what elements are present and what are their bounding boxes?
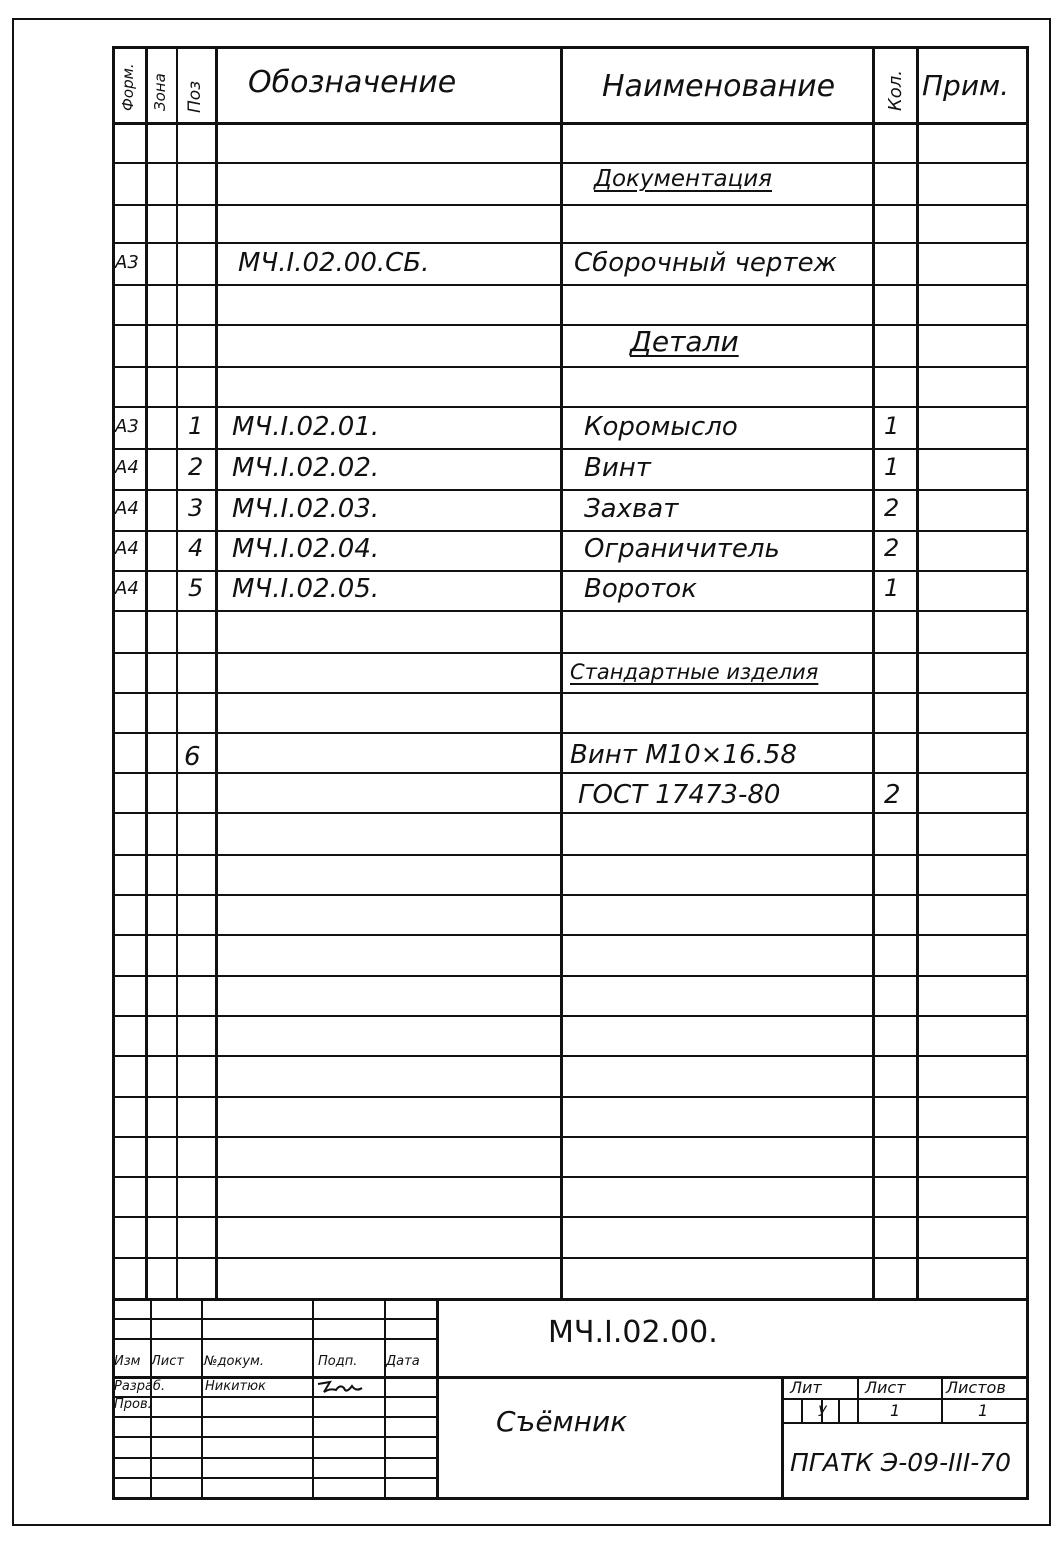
title-block-line [112, 1318, 436, 1320]
tb-sheet-value: 1 [890, 1401, 901, 1420]
column-line [916, 46, 919, 1298]
standard-name-1: Винт М10×16.58 [570, 740, 797, 770]
row-line [112, 1055, 1029, 1057]
part-qty: 1 [884, 412, 900, 440]
part-format: А4 [115, 538, 139, 559]
title-block-column [201, 1298, 203, 1500]
row-line [112, 772, 1029, 774]
tb-lit-label: Лит [790, 1378, 822, 1397]
part-designation: МЧ.I.02.02. [232, 453, 380, 483]
title-block-line [781, 1422, 1029, 1424]
part-name: Захват [584, 494, 679, 524]
title-block-top [112, 1298, 1029, 1301]
row-line [112, 448, 1029, 450]
tb-col-change: Изм [114, 1354, 141, 1369]
tb-col-date: Дата [386, 1354, 420, 1369]
row-line [112, 489, 1029, 491]
row-line [112, 162, 1029, 164]
title-block-column [384, 1298, 386, 1500]
title-product: Съёмник [496, 1405, 628, 1438]
part-pos: 4 [188, 534, 204, 562]
tb-sheets-label: Листов [946, 1378, 1006, 1397]
section-parts: Детали [630, 325, 739, 358]
title-block-line [112, 1477, 436, 1479]
part-format: А4 [115, 578, 139, 599]
title-block-column [838, 1398, 840, 1422]
title-block-line [112, 1396, 436, 1398]
header-qty: Кол. [885, 69, 906, 111]
column-line [145, 46, 148, 1298]
column-line [215, 46, 218, 1298]
row-line [112, 975, 1029, 977]
part-pos: 2 [188, 453, 204, 481]
title-block-column [801, 1398, 803, 1422]
part-designation: МЧ.I.02.04. [232, 534, 380, 564]
tb-col-docnum: №докум. [204, 1354, 264, 1369]
part-format: А4 [115, 457, 139, 478]
part-name: Коромысло [584, 412, 738, 442]
part-pos: 5 [188, 574, 204, 602]
row-line [112, 242, 1029, 244]
row-line [112, 1015, 1029, 1017]
row-line [112, 854, 1029, 856]
tb-developed-label: Разраб. [114, 1379, 166, 1394]
header-note: Прим. [922, 69, 1010, 102]
section-standard: Стандартные изделия [570, 660, 819, 684]
part-pos: 1 [188, 412, 204, 440]
title-block-column [781, 1376, 784, 1500]
row-line [112, 530, 1029, 532]
part-name: Винт [584, 453, 651, 483]
title-block-column [436, 1298, 439, 1500]
column-line [176, 46, 178, 1298]
row-line [112, 732, 1029, 734]
tb-lit-value: У [818, 1404, 827, 1420]
tb-sheet-label: Лист [865, 1378, 906, 1397]
part-format: А3 [115, 416, 139, 437]
row-line [112, 1096, 1029, 1098]
row-line [112, 1216, 1029, 1218]
part-designation: МЧ.I.02.03. [232, 494, 380, 524]
title-organization: ПГАТК Э-09-III-70 [790, 1448, 1012, 1477]
developer-signature [316, 1378, 364, 1400]
standard-pos: 6 [184, 742, 201, 772]
header-name: Наименование [602, 69, 836, 104]
row-line [112, 1136, 1029, 1138]
doc-designation: МЧ.I.02.00.СБ. [238, 248, 430, 278]
tb-sheets-value: 1 [978, 1401, 989, 1420]
tb-checked-label: Пров. [114, 1397, 152, 1412]
row-line [112, 324, 1029, 326]
row-line [112, 812, 1029, 814]
row-line [112, 610, 1029, 612]
part-name: Вороток [584, 574, 697, 604]
title-block-line [781, 1398, 1029, 1400]
doc-name: Сборочный чертеж [574, 248, 837, 278]
row-line [112, 204, 1029, 206]
part-name: Ограничитель [584, 534, 780, 564]
column-line [560, 46, 563, 1298]
tb-col-sign: Подп. [318, 1354, 358, 1369]
part-pos: 3 [188, 494, 204, 522]
part-qty: 1 [884, 453, 900, 481]
part-designation: МЧ.I.02.01. [232, 412, 380, 442]
title-code: МЧ.I.02.00. [548, 1315, 718, 1350]
standard-name-2: ГОСТ 17473-80 [578, 780, 781, 810]
row-line [112, 934, 1029, 936]
header-zone: Зона [151, 73, 169, 111]
row-line [112, 1257, 1029, 1259]
title-block-line [112, 1338, 436, 1340]
part-qty: 1 [884, 574, 900, 602]
row-line [112, 1176, 1029, 1178]
title-block-column [941, 1376, 943, 1422]
row-line [112, 366, 1029, 368]
standard-qty: 2 [884, 780, 901, 810]
part-qty: 2 [884, 534, 900, 562]
row-line [112, 652, 1029, 654]
header-pos: Поз [185, 80, 205, 113]
part-designation: МЧ.I.02.05. [232, 574, 380, 604]
tb-col-sheet: Лист [151, 1354, 184, 1369]
row-line [112, 692, 1029, 694]
row-line [112, 894, 1029, 896]
title-block-line [112, 1436, 436, 1438]
title-block-column [312, 1298, 314, 1500]
title-block-line [112, 1416, 436, 1418]
part-format: А4 [115, 498, 139, 519]
column-line [872, 46, 875, 1298]
row-line [112, 570, 1029, 572]
doc-format: А3 [115, 252, 139, 273]
header-form: Форм. [119, 63, 137, 111]
title-block-column [857, 1376, 859, 1422]
tb-developer: Никитюк [205, 1379, 266, 1394]
header-bottom-line [112, 122, 1029, 125]
row-line [112, 406, 1029, 408]
part-qty: 2 [884, 494, 900, 522]
header-designation: Обозначение [248, 65, 457, 100]
section-documentation: Документация [594, 166, 773, 192]
row-line [112, 284, 1029, 286]
title-block-line [112, 1457, 436, 1459]
